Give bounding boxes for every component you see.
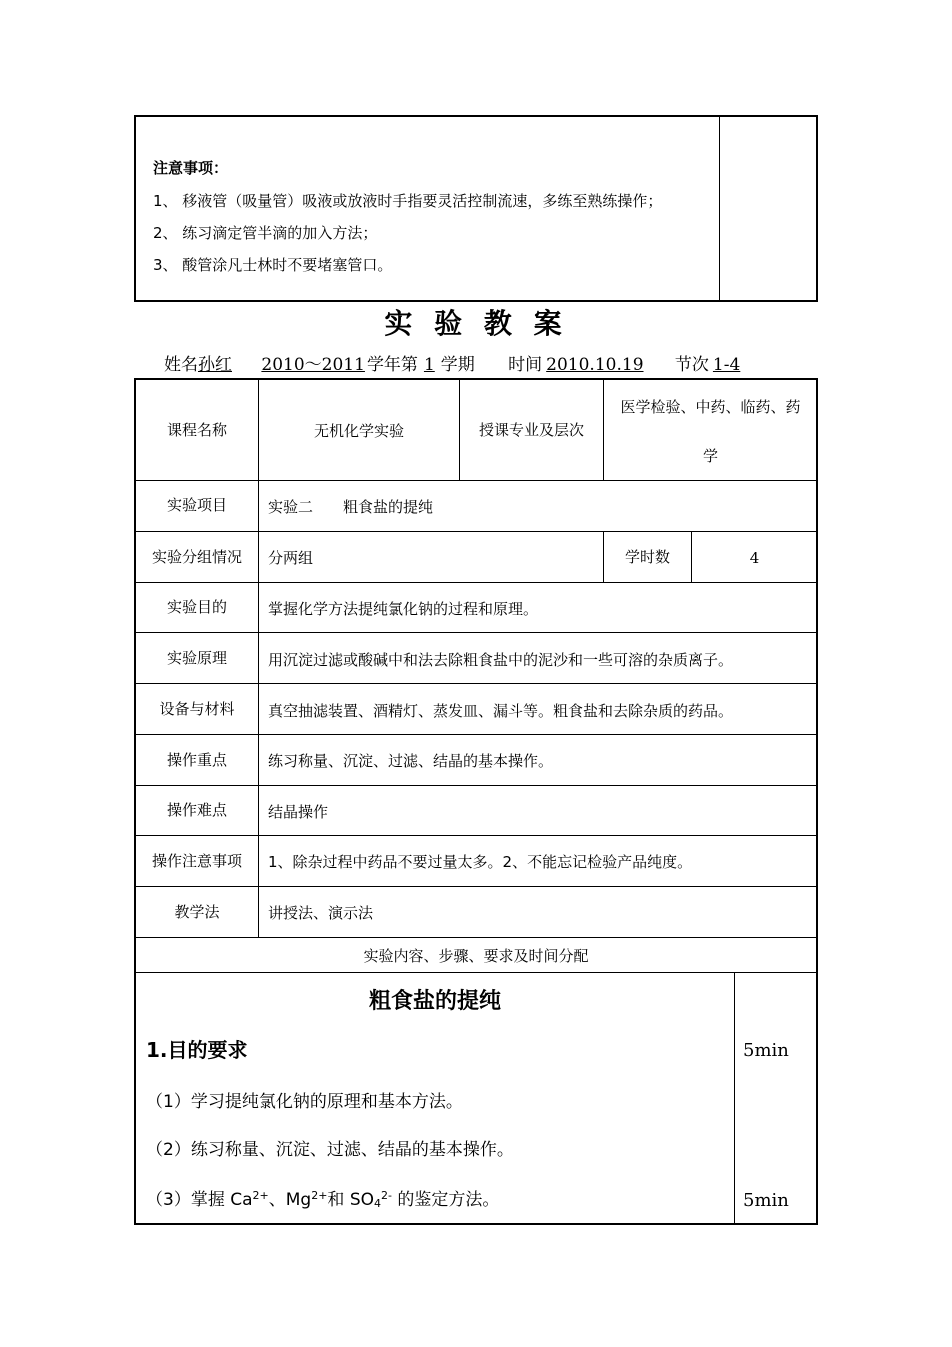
row-line bbox=[135, 531, 817, 532]
row-line bbox=[135, 582, 817, 583]
major-line-2: 学 bbox=[702, 447, 718, 465]
equipment-value: 真空抽滤装置、酒精灯、蒸发皿、漏斗等。粗食盐和去除杂质的药品。 bbox=[268, 702, 734, 720]
content-title: 粗食盐的提纯 bbox=[368, 989, 501, 1014]
year-label: 学年第 bbox=[366, 355, 418, 375]
row-line bbox=[135, 972, 817, 973]
page-title: 实 验 教 案 bbox=[384, 307, 568, 340]
purpose-value: 掌握化学方法提纯氯化钠的过程和原理。 bbox=[268, 600, 539, 618]
session-value: 1-4 bbox=[712, 355, 741, 375]
content-header: 实验内容、步骤、要求及时间分配 bbox=[363, 947, 589, 965]
row-line bbox=[135, 886, 817, 887]
notes-item-2: 2、 练习滴定管半滴的加入方法； bbox=[153, 224, 378, 242]
time-allocation-2: 5min bbox=[743, 1190, 789, 1211]
principle-value: 用沉淀过滤或酸碱中和法去除粗食盐中的泥沙和一些可溶的杂质离子。 bbox=[268, 651, 734, 669]
date-value: 2010.10.19 bbox=[546, 355, 644, 375]
teacher-name: 孙红 bbox=[198, 355, 232, 375]
equipment-label: 设备与材料 bbox=[159, 700, 235, 718]
caution-label: 操作注意事项 bbox=[151, 852, 242, 870]
time-allocation-1: 5min bbox=[743, 1040, 789, 1061]
course-name: 无机化学实验 bbox=[313, 422, 404, 440]
method-label: 教学法 bbox=[174, 903, 220, 921]
notes-item-1: 1、 移液管（吸量管）吸液或放液时手指要灵活控制流速，多练至熟练操作； bbox=[153, 192, 663, 210]
group-label: 实验分组情况 bbox=[151, 548, 242, 566]
key-label: 操作重点 bbox=[166, 751, 227, 769]
name-label: 姓名 bbox=[164, 355, 198, 375]
difficult-label: 操作难点 bbox=[166, 801, 227, 819]
notes-heading: 注意事项： bbox=[153, 159, 229, 177]
difficult-value: 结晶操作 bbox=[268, 803, 329, 821]
section-heading-purpose: 1.目的要求 bbox=[146, 1038, 248, 1062]
row-line bbox=[135, 785, 817, 786]
time-label: 时间 bbox=[508, 355, 543, 375]
row-line bbox=[135, 937, 817, 938]
row-line bbox=[135, 683, 817, 684]
term-label: 学期 bbox=[440, 355, 475, 375]
method-value: 讲授法、演示法 bbox=[268, 904, 374, 922]
purpose-item-3: （3）掌握 $Ca^{2+}$、$Mg^{2+}$和 $SO_4^{2-}$ 的鉴定方法。 bbox=[146, 1189, 500, 1210]
info-line bbox=[164, 354, 746, 376]
row-line bbox=[135, 734, 817, 735]
session-label: 节次 bbox=[674, 355, 709, 375]
label-column-line bbox=[258, 379, 259, 937]
major-label: 授课专业及层次 bbox=[478, 421, 584, 439]
academic-year: 2010～2011 bbox=[261, 355, 365, 375]
time-column-line bbox=[734, 972, 735, 1224]
course-label: 课程名称 bbox=[166, 421, 227, 439]
row-line bbox=[135, 835, 817, 836]
project-value: 实验二 粗食盐的提纯 bbox=[268, 498, 434, 516]
row-line bbox=[135, 480, 817, 481]
major-line-1: 医学检验、中药、临药、药 bbox=[620, 398, 801, 416]
row-line bbox=[135, 632, 817, 633]
project-label: 实验项目 bbox=[166, 496, 227, 514]
purpose-item-1: （1）学习提纯氯化钠的原理和基本方法。 bbox=[146, 1092, 463, 1112]
hours-label: 学时数 bbox=[624, 548, 670, 566]
notes-divider bbox=[719, 116, 720, 300]
purpose-item-2: （2）练习称量、沉淀、过滤、结晶的基本操作。 bbox=[146, 1140, 514, 1160]
group-value: 分两组 bbox=[268, 549, 314, 567]
caution-value: 1、除杂过程中药品不要过量太多。2、不能忘记检验产品纯度。 bbox=[268, 853, 693, 871]
purpose-label: 实验目的 bbox=[166, 598, 227, 616]
principle-label: 实验原理 bbox=[166, 649, 227, 667]
key-value: 练习称量、沉淀、过滤、结晶的基本操作。 bbox=[268, 752, 554, 770]
term-number: 1 bbox=[423, 355, 435, 375]
notes-item-3: 3、 酸管涂凡士林时不要堵塞管口。 bbox=[153, 256, 393, 274]
hours-value: 4 bbox=[749, 549, 760, 567]
